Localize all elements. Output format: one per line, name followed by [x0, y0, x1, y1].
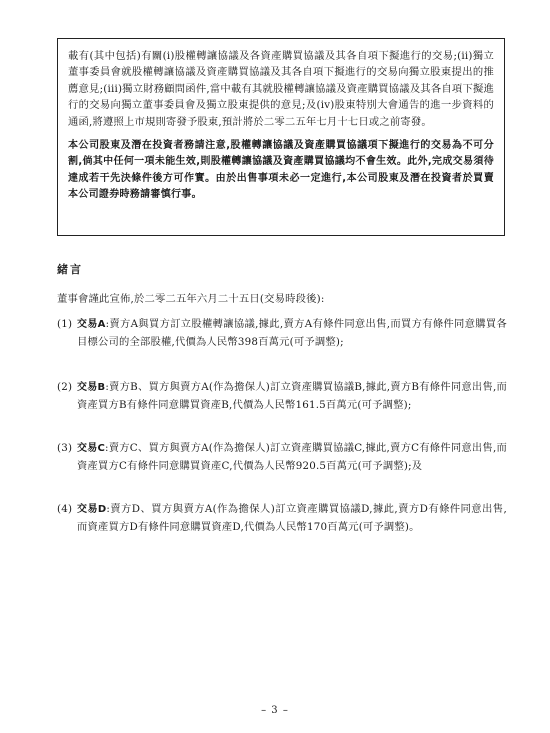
item-body: :賣方B、買方與賣方A(作為擔保人)訂立資產購買協議B,據此,賣方B有條件同意出售,而資產買方B有條件同意購買資產B,代價為人民幣161.5百萬元(可予調整);	[77, 381, 507, 411]
item-text	[77, 501, 507, 535]
item-body: :賣方D、買方與賣方A(作為擔保人)訂立資產購買協議D,據此,賣方D有條件同意出售,而資產買方D有條件同意購買資產D,代價為人民幣170百萬元(可予調整)。	[77, 503, 507, 533]
item-number: (2)	[57, 381, 73, 393]
item-number: (3)	[57, 442, 73, 454]
list-item-transaction-d	[57, 501, 507, 535]
notice-paragraph: 載有(其中包括)有關(i)股權轉讓協議及各資產購買協議及其各自項下擬進行的交易;(ii)獨立董事委員會就股權轉讓協議及資產購買協議及其各自項下擬進行的交易向獨立股東提出的推薦意見;(iii)獨立財務顧問函件,當中載有其就股權轉讓協議及資產購買協議及其各自項下擬進行的交易向獨立董事委員會及獨立股東提供的意見;及(iv)股東特別大會通告的進一步資料的通函,將遵照上市規則寄發予股東,預計將於二零二五年七月十七日或之前寄發。	[68, 50, 494, 128]
notice-box	[57, 38, 505, 236]
item-text	[77, 440, 507, 474]
list-item-transaction-a	[57, 316, 507, 350]
investor-warning: 本公司股東及潛在投資者務請注意,股權轉讓協議及資產購買協議項下擬進行的交易為不可分割,倘其中任何一項未能生效,則股權轉讓協議及資產購買協議均不會生效。此外,完成交易須待達成若干先決條件後方可作實。由於出售事項未必一定進行,本公司股東及潛在投資者於買賣本公司證券時務請審慎行事。	[68, 140, 494, 201]
item-term: 交易D	[77, 504, 107, 515]
item-term: 交易C	[77, 443, 106, 454]
item-number: (1)	[57, 318, 73, 330]
item-term: 交易B	[77, 382, 106, 393]
item-term: 交易A	[77, 319, 106, 330]
item-number: (4)	[57, 503, 73, 515]
list-item-transaction-c	[57, 440, 507, 474]
item-text	[77, 316, 507, 350]
item-body: :賣方A與買方訂立股權轉讓協議,據此,賣方A有條件同意出售,而買方有條件同意購買各目標公司的全部股權,代價為人民幣398百萬元(可予調整);	[77, 318, 508, 348]
intro-paragraph: 董事會謹此宣佈,於二零二五年六月二十五日(交易時段後):	[57, 293, 325, 305]
section-heading: 緒言	[57, 263, 83, 276]
item-text	[77, 379, 507, 413]
item-body: :賣方C、買方與賣方A(作為擔保人)訂立資產購買協議C,據此,賣方C有條件同意出售,而資產買方C有條件同意購買資產C,代價為人民幣920.5百萬元(可予調整);及	[77, 442, 507, 472]
list-item-transaction-b	[57, 379, 507, 413]
page-number: – 3 –	[261, 705, 289, 716]
